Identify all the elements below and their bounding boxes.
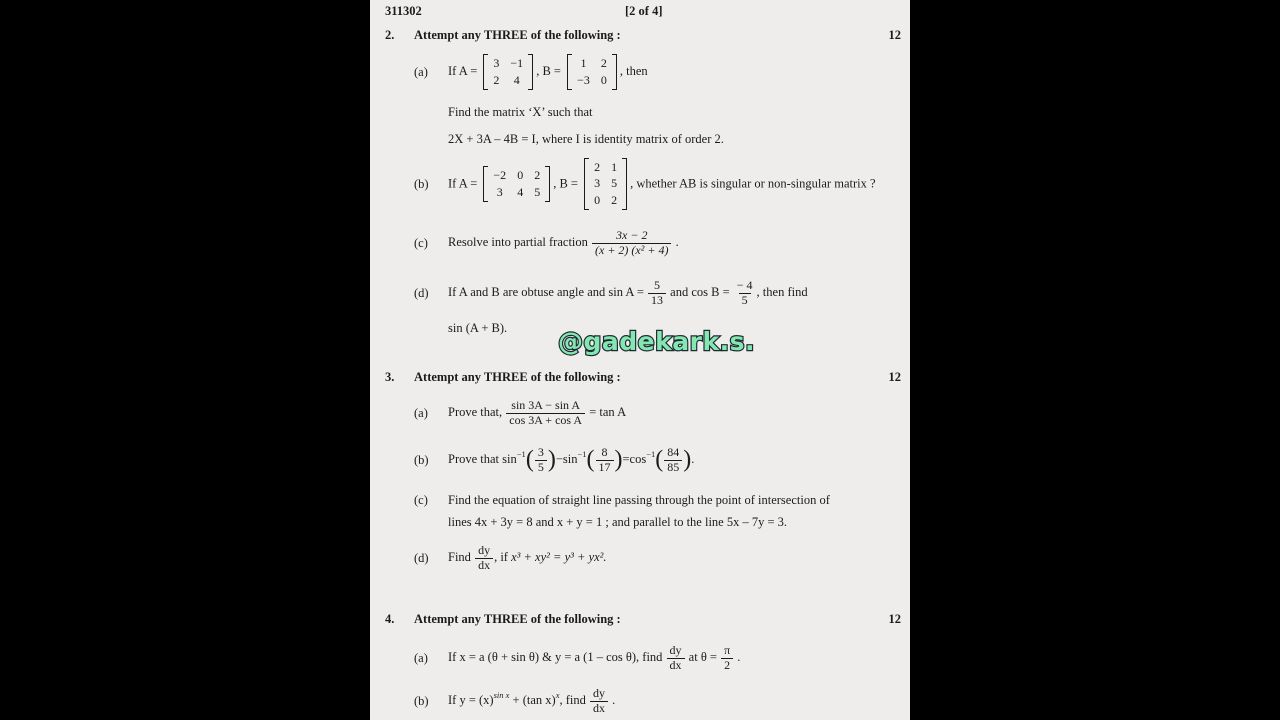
function-name: −sin: [555, 451, 578, 466]
matrix-cell: 0: [600, 72, 607, 87]
question-3c-line2: lines 4x + 3y = 8 and x + y = 1 ; and parallel to the line 5x – 7y = 3.: [448, 515, 788, 529]
text-segment: , if: [494, 550, 512, 565]
question-4a: [414, 642, 740, 675]
question-3d: [414, 543, 607, 574]
matrix-cell: −3: [577, 72, 590, 87]
matrix-cell: 2: [594, 159, 601, 174]
q2-number: 2.: [385, 28, 395, 42]
fraction: [595, 446, 615, 475]
page-number: [2 of 4]: [625, 4, 663, 18]
fraction-denominator: cos 3A + cos A: [506, 413, 585, 428]
fraction-numerator: 84: [667, 444, 680, 459]
right-paren: ): [683, 446, 692, 473]
q4-number: 4.: [385, 612, 395, 626]
fraction-numerator: dy: [478, 543, 491, 558]
text-segment: Prove that,: [448, 405, 506, 420]
fraction-numerator: 3: [537, 444, 544, 459]
superscript: x: [555, 689, 560, 700]
q3-marks: 12: [888, 370, 901, 384]
part-label: (c): [414, 493, 428, 507]
fraction-denominator: dx: [590, 701, 608, 716]
matrix-cell: 2: [493, 72, 500, 87]
fraction: [474, 544, 494, 573]
question-3d-expression: [448, 544, 607, 573]
text-segment: .: [672, 234, 679, 249]
part-label: (a): [414, 651, 428, 665]
text-segment: Find the equation of straight line passing through the point of intersection of: [448, 493, 830, 507]
matrix-cell: 2: [611, 192, 618, 207]
question-3a-expression: [448, 399, 626, 428]
right-paren: ): [614, 446, 623, 473]
matrix-a: [483, 166, 550, 202]
matrix-cell: 2: [600, 55, 607, 70]
fraction-denominator: 85: [664, 460, 682, 475]
paper-code: 311302: [385, 4, 422, 18]
function-name: =cos: [622, 451, 647, 466]
question-4b: [414, 684, 615, 718]
fraction-numerator: 3x − 2: [616, 227, 648, 242]
matrix-bracket-right: [545, 166, 550, 202]
fraction-numerator: π: [724, 643, 731, 658]
fraction-denominator: 5: [535, 460, 547, 475]
question-3b: [414, 441, 694, 479]
math-expression: x³ + xy² = y³ + yx².: [511, 550, 607, 565]
matrix-cell: 3: [594, 176, 601, 191]
text-segment: = tan A: [586, 405, 627, 420]
question-2d-line2: sin (A + B).: [448, 321, 508, 335]
fraction-denominator: 13: [648, 293, 666, 308]
matrix-a: [483, 54, 533, 90]
part-label: (c): [414, 235, 428, 250]
left-paren: (: [525, 446, 534, 473]
part-label: (d): [414, 285, 429, 300]
part-label: (b): [414, 452, 429, 467]
fraction: [647, 279, 667, 308]
matrix-cell: 2: [534, 167, 541, 182]
text-segment: If A and B are obtuse angle and sin A =: [448, 284, 648, 299]
text-segment: , then find: [756, 284, 808, 299]
fraction-numerator: − 4: [736, 277, 753, 292]
question-4a-expression: [448, 644, 740, 673]
superscript: −1: [646, 448, 656, 459]
text-segment: , find: [559, 692, 589, 707]
matrix-bracket-right: [622, 158, 627, 211]
matrix-cell: 5: [534, 184, 541, 199]
text-segment: and cos B =: [667, 284, 733, 299]
text-segment: , B =: [553, 175, 582, 190]
question-4b-expression: [448, 687, 615, 716]
question-2d-expression: [448, 279, 808, 308]
left-paren: (: [655, 446, 664, 473]
question-3c-line1: [414, 493, 830, 508]
question-2d-line1: [414, 274, 808, 312]
question-2a-line2: Find the matrix ‘X’ such that: [448, 105, 593, 119]
text-segment: Prove that: [448, 451, 503, 466]
question-2a-expression: [448, 54, 648, 90]
fraction-numerator: sin 3A − sin A: [511, 398, 581, 413]
matrix-cell: 5: [611, 176, 618, 191]
q4-marks: 12: [888, 612, 901, 626]
question-2b-expression: [448, 158, 876, 211]
part-label: (a): [414, 406, 428, 420]
matrix-bracket-right: [528, 54, 533, 90]
matrix-cell: −1: [510, 55, 524, 70]
q2-title: Attempt any THREE of the following :: [414, 28, 621, 42]
q3-title: Attempt any THREE of the following :: [414, 370, 621, 384]
part-label: (b): [414, 176, 429, 191]
fraction: [505, 399, 586, 428]
q4-title: Attempt any THREE of the following :: [414, 612, 621, 626]
matrix-cell: 0: [594, 192, 601, 207]
text-segment: , then: [619, 63, 648, 78]
left-paren: (: [586, 446, 595, 473]
text-segment: .: [608, 692, 616, 707]
matrix-cell: 4: [517, 184, 524, 199]
fraction-denominator: (x + 2) (x² + 4): [592, 243, 671, 258]
q3-number: 3.: [385, 370, 395, 384]
matrix-cell: 0: [517, 167, 524, 182]
text-segment: .: [734, 650, 741, 665]
question-2a-line1: [414, 49, 648, 95]
fraction-denominator: 17: [596, 460, 614, 475]
question-2a-line3: 2X + 3A – 4B = I, where I is identity matrix of order 2.: [448, 132, 724, 146]
question-3a: [414, 397, 626, 430]
text-segment: If y = (x): [448, 692, 494, 707]
fraction: [663, 446, 683, 475]
fraction-numerator: dy: [669, 643, 682, 658]
document-page: [370, 0, 910, 720]
text-segment: Resolve into partial fraction: [448, 234, 592, 249]
question-2c: [414, 224, 679, 262]
fraction: [591, 229, 672, 258]
matrix-cell: 1: [580, 55, 587, 70]
superscript: −1: [516, 448, 526, 459]
text-segment: If A =: [448, 63, 481, 78]
fraction: [589, 687, 609, 716]
fraction-denominator: 2: [721, 658, 733, 673]
text-segment: + (tan x): [509, 692, 556, 707]
fraction: [733, 279, 757, 308]
fraction: [666, 644, 686, 673]
fraction-denominator: dx: [667, 658, 685, 673]
text-segment: , B =: [536, 63, 565, 78]
watermark-text: @gadekark.s.: [558, 327, 755, 356]
question-2b: [414, 153, 876, 215]
text-segment: If A =: [448, 175, 481, 190]
question-2c-expression: [448, 229, 679, 258]
matrix-cell: 4: [513, 72, 520, 87]
matrix-b: [584, 158, 627, 211]
matrix-bracket-right: [612, 54, 617, 90]
fraction-numerator: dy: [592, 685, 605, 700]
superscript: −1: [577, 448, 587, 459]
matrix-b: [567, 54, 617, 90]
fraction: [534, 446, 548, 475]
matrix-cell: 3: [493, 55, 500, 70]
fraction-numerator: 5: [654, 277, 661, 292]
matrix-cell: 1: [611, 159, 618, 174]
function-name: sin: [502, 451, 517, 466]
fraction: [720, 644, 734, 673]
right-paren: ): [547, 446, 556, 473]
part-label: (b): [414, 693, 429, 708]
text-segment: , whether AB is singular or non-singular matrix ?: [630, 175, 876, 190]
part-label: (d): [414, 551, 429, 565]
fraction-denominator: 5: [739, 293, 751, 308]
matrix-cell: 3: [496, 184, 503, 199]
text-segment: If x = a (θ + sin θ) & y = a (1 – cos θ), find: [448, 650, 666, 665]
question-3b-expression: [448, 446, 694, 475]
matrix-cell: −2: [493, 167, 507, 182]
text-segment: at θ =: [685, 650, 721, 665]
fraction-denominator: dx: [475, 558, 493, 573]
text-segment: Find: [448, 550, 475, 565]
superscript: sin x: [493, 689, 510, 700]
text-segment: .: [691, 451, 695, 466]
q2-marks: 12: [888, 28, 901, 42]
fraction-numerator: 8: [601, 444, 608, 459]
part-label: (a): [414, 64, 428, 79]
